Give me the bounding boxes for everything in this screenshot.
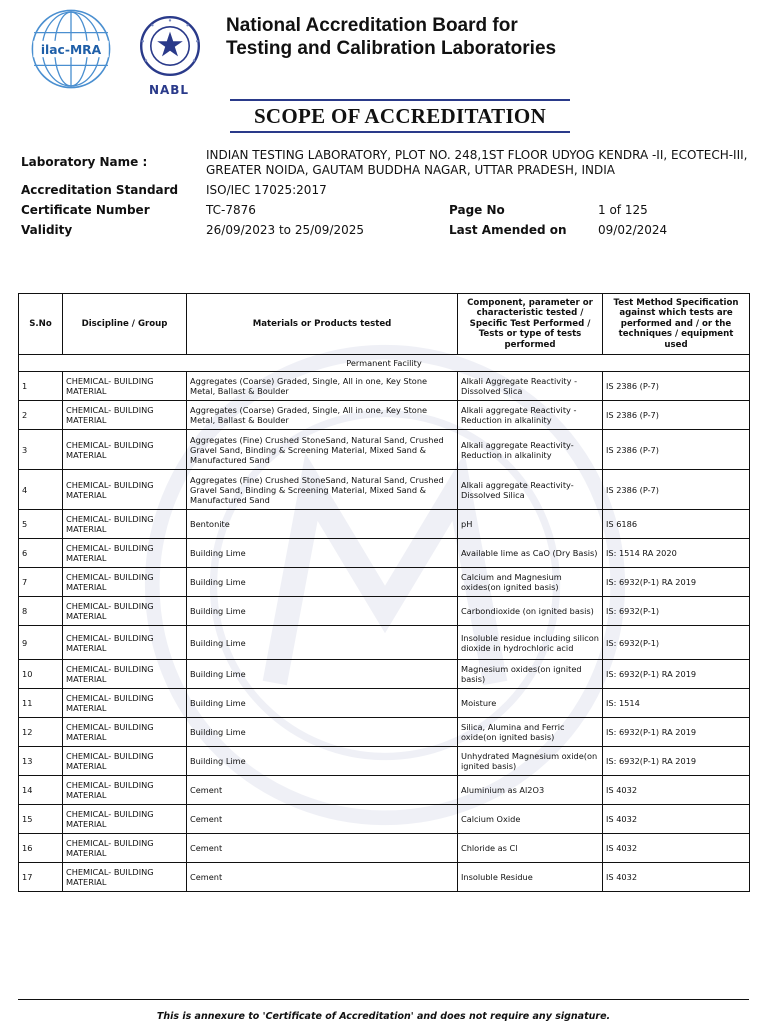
scope-title: SCOPE OF ACCREDITATION [230,99,570,133]
row-material: Aggregates (Coarse) Graded, Single, All in one, Key Stone Metal, Ballast & Boulder [187,372,458,401]
row-material: Building Lime [187,689,458,718]
table-row [19,626,750,660]
table-row [19,372,750,401]
lab-name-label: Laboratory Name : [21,155,148,169]
amended-label: Last Amended on [449,223,567,237]
table-row [19,718,750,747]
row-material: Cement [187,834,458,863]
lab-name-value: INDIAN TESTING LABORATORY, PLOT NO. 248,1ST FLOOR UDYOG KENDRA -II, ECOTECH-III, GREATER NOIDA, GAUTAM BUDDHA NAGAR, UTTAR PRADESH, INDIA [206,148,748,177]
row-sno: 13 [19,747,63,776]
row-discipline: CHEMICAL- BUILDING MATERIAL [63,597,187,626]
standard-value: ISO/IEC 17025:2017 [206,183,327,197]
board-title [226,14,756,60]
row-test-method: IS 2386 (P-7) [603,470,750,510]
row-sno: 17 [19,863,63,892]
table-row [19,660,750,689]
row-discipline: CHEMICAL- BUILDING MATERIAL [63,747,187,776]
row-discipline: CHEMICAL- BUILDING MATERIAL [63,401,187,430]
row-test-method: IS: 6932(P-1) RA 2019 [603,747,750,776]
row-test-method: IS 2386 (P-7) [603,430,750,470]
row-discipline: CHEMICAL- BUILDING MATERIAL [63,470,187,510]
row-discipline: CHEMICAL- BUILDING MATERIAL [63,568,187,597]
table-row [19,470,750,510]
row-test-method: IS: 6932(P-1) RA 2019 [603,660,750,689]
table-row [19,863,750,892]
row-material: Aggregates (Fine) Crushed StoneSand, Natural Sand, Crushed Gravel Sand, Binding & Screening Material, Mixed Sand & Manufactured Sand [187,470,458,510]
row-component: Silica, Alumina and Ferric oxide(on ignited basis) [458,718,603,747]
header-discipline: Discipline / Group [63,294,187,355]
row-discipline: CHEMICAL- BUILDING MATERIAL [63,689,187,718]
row-discipline: CHEMICAL- BUILDING MATERIAL [63,805,187,834]
scope-table [18,293,750,892]
table-row [19,805,750,834]
table-header-row [19,294,750,355]
facility-label: Permanent Facility [19,355,750,372]
row-material: Aggregates (Fine) Crushed StoneSand, Natural Sand, Crushed Gravel Sand, Binding & Screening Material, Mixed Sand & Manufactured Sand [187,430,458,470]
row-sno: 6 [19,539,63,568]
ilac-logo-text: ilac-MRA [40,42,102,57]
header-sno: S.No [19,294,63,355]
table-row [19,776,750,805]
row-material: Building Lime [187,660,458,689]
row-material: Building Lime [187,597,458,626]
row-sno: 7 [19,568,63,597]
row-test-method: IS: 6932(P-1) RA 2019 [603,568,750,597]
row-test-method: IS: 6932(P-1) [603,626,750,660]
row-discipline: CHEMICAL- BUILDING MATERIAL [63,430,187,470]
row-component: Alkali aggregate Reactivity - Reduction in alkalinity [458,401,603,430]
row-test-method: IS 2386 (P-7) [603,401,750,430]
row-component: Calcium and Magnesium oxides(on ignited basis) [458,568,603,597]
row-material: Building Lime [187,626,458,660]
row-component: Chloride as Cl [458,834,603,863]
row-sno: 3 [19,430,63,470]
row-component: pH [458,510,603,539]
row-sno: 10 [19,660,63,689]
row-component: Alkali Aggregate Reactivity - Dissolved Slica [458,372,603,401]
row-sno: 1 [19,372,63,401]
table-row [19,834,750,863]
row-component: Alkali aggregate Reactivity- Reduction in alkalinity [458,430,603,470]
row-component: Calcium Oxide [458,805,603,834]
row-sno: 4 [19,470,63,510]
table-row [19,510,750,539]
row-sno: 12 [19,718,63,747]
row-material: Aggregates (Coarse) Graded, Single, All in one, Key Stone Metal, Ballast & Boulder [187,401,458,430]
row-component: Magnesium oxides(on ignited basis) [458,660,603,689]
row-test-method: IS: 1514 [603,689,750,718]
row-test-method: IS 6186 [603,510,750,539]
row-sno: 16 [19,834,63,863]
ilac-mra-logo [30,8,112,90]
page-label: Page No [449,203,505,217]
row-material: Cement [187,776,458,805]
row-discipline: CHEMICAL- BUILDING MATERIAL [63,863,187,892]
row-test-method: IS 4032 [603,863,750,892]
validity-label: Validity [21,223,73,237]
row-material: Building Lime [187,539,458,568]
row-test-method: IS: 6932(P-1) RA 2019 [603,718,750,747]
row-sno: 8 [19,597,63,626]
amended-value: 09/02/2024 [598,223,668,237]
table-row [19,597,750,626]
row-component: Insoluble residue including silicon dioxide in hydrochloric acid [458,626,603,660]
table-row [19,747,750,776]
row-discipline: CHEMICAL- BUILDING MATERIAL [63,510,187,539]
row-sno: 15 [19,805,63,834]
row-discipline: CHEMICAL- BUILDING MATERIAL [63,626,187,660]
row-sno: 14 [19,776,63,805]
row-material: Building Lime [187,568,458,597]
header-component: Component, parameter or characteristic tested / Specific Test Performed / Tests or type of tests performed [458,294,603,355]
row-component: Aluminium as Al2O3 [458,776,603,805]
row-sno: 2 [19,401,63,430]
header-test-method: Test Method Specification against which tests are performed and / or the techniques / equipment used [603,294,750,355]
row-material: Cement [187,863,458,892]
row-material: Bentonite [187,510,458,539]
table-row [19,430,750,470]
row-component: Moisture [458,689,603,718]
certificate-value: TC-7876 [206,203,256,217]
page-value: 1 of 125 [598,203,648,217]
row-discipline: CHEMICAL- BUILDING MATERIAL [63,834,187,863]
table-row [19,401,750,430]
standard-label: Accreditation Standard [21,183,179,197]
board-title-line2: Testing and Calibration Laboratories [226,38,557,59]
row-sno: 5 [19,510,63,539]
row-material: Building Lime [187,747,458,776]
row-test-method: IS: 6932(P-1) [603,597,750,626]
table-row [19,539,750,568]
row-test-method: IS: 1514 RA 2020 [603,539,750,568]
table-row [19,568,750,597]
row-component: Alkali aggregate Reactivity- Dissolved Silica [458,470,603,510]
row-discipline: CHEMICAL- BUILDING MATERIAL [63,718,187,747]
row-component: Carbondioxide (on ignited basis) [458,597,603,626]
nabl-logo-text: NABL [148,83,190,97]
row-discipline: CHEMICAL- BUILDING MATERIAL [63,372,187,401]
certificate-label: Certificate Number [21,203,150,217]
row-test-method: IS 4032 [603,834,750,863]
row-sno: 9 [19,626,63,660]
board-title-line1: National Accreditation Board for [226,15,518,36]
row-material: Building Lime [187,718,458,747]
table-row [19,689,750,718]
row-material: Cement [187,805,458,834]
row-test-method: IS 2386 (P-7) [603,372,750,401]
row-test-method: IS 4032 [603,776,750,805]
validity-value: 26/09/2023 to 25/09/2025 [206,223,365,237]
facility-row [19,355,750,372]
footer-divider [18,999,749,1000]
row-component: Available lime as CaO (Dry Basis) [458,539,603,568]
header-materials: Materials or Products tested [187,294,458,355]
footer-note: This is annexure to 'Certificate of Accreditation' and does not require any signature. [156,1011,611,1022]
row-test-method: IS 4032 [603,805,750,834]
row-discipline: CHEMICAL- BUILDING MATERIAL [63,776,187,805]
row-discipline: CHEMICAL- BUILDING MATERIAL [63,660,187,689]
row-component: Insoluble Residue [458,863,603,892]
row-sno: 11 [19,689,63,718]
row-component: Unhydrated Magnesium oxide(on ignited basis) [458,747,603,776]
row-discipline: CHEMICAL- BUILDING MATERIAL [63,539,187,568]
